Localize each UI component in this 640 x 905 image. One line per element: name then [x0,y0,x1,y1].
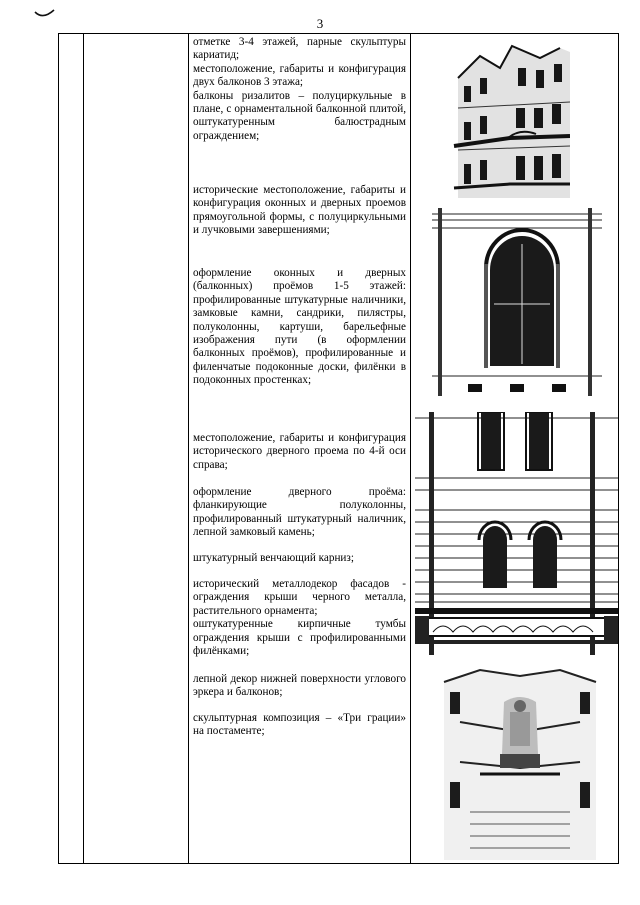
paragraph-door-location [193,432,406,472]
text-line: оформление дверного проёма: фланкирующие полуколонны, профилированный штукатурный наличник, лепной замковый камень; [193,486,406,539]
table-bottom-border [58,863,619,864]
arched-door-photo [432,208,602,396]
text-line: оформление оконных и дверных (балконных) проёмов 1-5 этажей: профилированные штукатурные наличники, замковые камни, сандрики, пилястры, полуколонны, картуши, барельефные изображения пути (в оформлении балконных проёмов), профилированные и филенчатые подоконные доски, филёнки в подоконных простенках; [193,267,406,387]
table-right-border [618,33,619,864]
text-line: местоположение, габариты и конфигурация двух балконов 3 этажа; [193,62,406,89]
paragraph-door-decoration [193,486,406,540]
text-line: оштукатуренные кирпичные тумбы ограждения крыши с профилированными филёнками; [193,618,406,658]
protected-elements-text [193,36,406,862]
text-line: балконы ризалитов – полуциркульные в плане, с орнаментальной балконной плитой, оштукатуренным балюстрадным ограждением; [193,89,406,142]
column-divider-3 [410,33,411,864]
table-top-border [58,33,619,34]
facade-corner-balconies-photo [450,38,570,198]
text-line: исторические местоположение, габариты и конфигурация оконных и дверных проемов прямоугольной формы, с полуциркульными и лучковыми завершениями; [193,184,406,237]
windows-and-roof-railing-photo [415,412,618,655]
paragraph-metalwork [193,578,406,658]
corner-oriel-sculpture-photo [440,662,600,860]
table-left-border [58,33,59,864]
paragraph-oriel-decor [193,673,406,700]
page-number: 3 [316,16,324,31]
column-divider-1 [83,33,84,864]
text-line: лепной декор нижней поверхности углового эркера и балконов; [193,673,406,699]
paragraph-opening-decoration [193,267,406,388]
text-line: местоположение, габариты и конфигурация исторического дверного проема по 4-й оси справа; [193,432,406,471]
text-line: штукатурный венчающий карниз; [193,552,354,564]
text-line: отметке 3-4 этажей, парные скульптуры кариатид; [193,36,406,62]
paragraph-openings [193,184,406,238]
paragraph-sculpture [193,712,406,739]
text-line: скульптурная композиция – «Три грации» на постаменте; [193,712,406,738]
column-divider-2 [188,33,189,864]
text-line: исторический металлодекор фасадов - ограждения крыши черного металла, растительного орнамента; [193,578,406,617]
paragraph-cornice [193,552,406,565]
paragraph-caryatids-balconies [193,36,406,143]
